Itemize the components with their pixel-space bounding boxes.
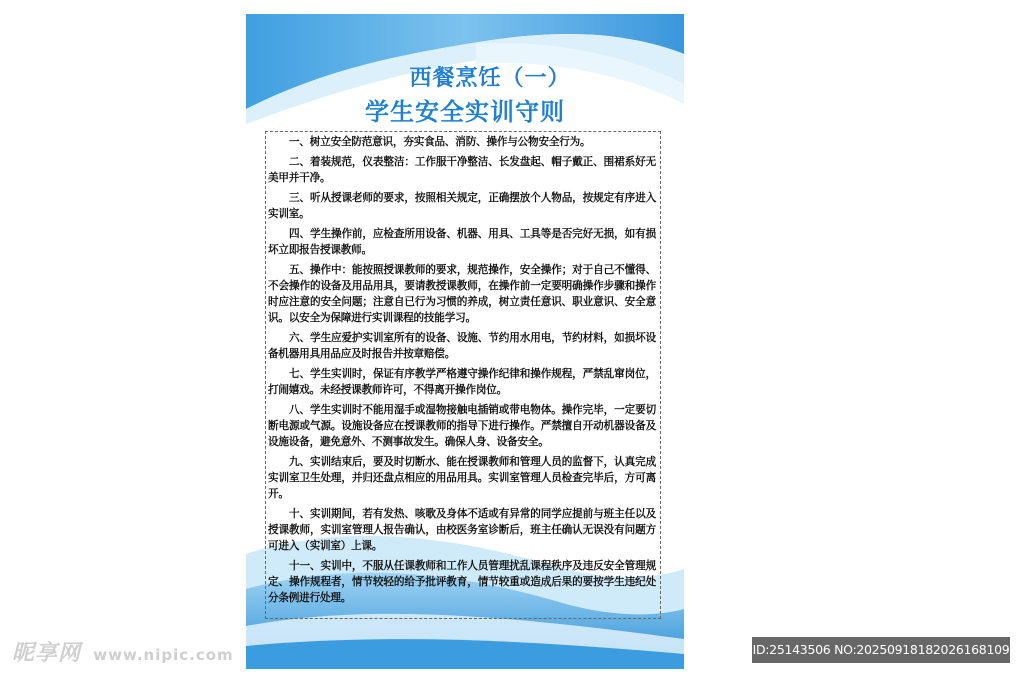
rule-item-11: 十一、实训中，不服从任课教师和工作人员管理扰乱课程秩序及违反安全管理规定、操作规程者，情节较轻的给予批评教育，情节较重或造成后果的要按学生违纪处分条例进行处理。 bbox=[268, 560, 656, 604]
rule-item-1: 一、树立安全防范意识，夯实食品、消防、操作与公物安全行为。 bbox=[289, 136, 591, 148]
rule-item-8: 八、学生实训时不能用湿手或湿物接触电插销或带电物体。操作完毕，一定要切断电源或气源。设施设备应在授课教师的指导下进行操作。严禁擅自开动机器设备及设施设备，避免意外、不测事故发生。确保人身、设备安全。 bbox=[268, 404, 656, 448]
site-logo: 昵享网 bbox=[12, 641, 82, 666]
rule-item-3: 三、听从授课老师的要求，按照相关规定，正确摆放个人物品，按规定有序进入实训室。 bbox=[268, 192, 656, 220]
rule-item-4: 四、学生操作前，应检查所用设备、机器、用具、工具等是否完好无损，如有损坏立即报告授课教师。 bbox=[268, 228, 656, 256]
rule-item-10: 十、实训期间，若有发热、咳歌及身体不适或有异常的同学应提前与班主任以及授课教师，实训室管理人报告确认，由校医务室诊断后，班主任确认无误没有问题方可进入（实训室）上课。 bbox=[268, 508, 656, 552]
image-id-badge: ID:25143506 NO:20250918182026168109 bbox=[752, 637, 1010, 663]
site-watermark bbox=[12, 636, 234, 667]
poster-title-line2: 学生安全实训守则 bbox=[365, 98, 565, 126]
rule-item-6: 六、学生应爱护实训室所有的设备、设施、节约用水用电，节约材料，如损坏设备机器用具用品应及时报告并按章赔偿。 bbox=[268, 332, 656, 360]
rule-item-5: 五、操作中：能按照授课教师的要求，规范操作，安全操作；对于自己不懂得、不会操作的设备及用品用具，要请教授课教师，在操作前一定要明确操作步骤和操作时应注意的安全问题；注意自已行为习惯的养成，树立责任意识、职业意识、安全意识。以安全为保障进行实训课程的技能学习。 bbox=[268, 264, 656, 324]
rules-list bbox=[265, 131, 661, 619]
site-url: www.nipic.com bbox=[93, 646, 234, 664]
rule-item-9: 九、实训结束后，要及时切断水、能在授课教师和管理人员的监督下，认真完成实训室卫生处理，并归还盘点相应的用品用具。实训室管理人员检查完毕后，方可离开。 bbox=[268, 456, 656, 500]
rule-item-2: 二、着装规范，仪表整洁：工作服干净整洁、长发盘起、帽子戴正、围裙系好无美甲并干净。 bbox=[268, 156, 656, 184]
rule-item-7: 七、学生实训时，保证有序教学严格遵守操作纪律和操作规程，严禁乱窜岗位，打闹嬉戏。未经授课教师许可，不得离开操作岗位。 bbox=[268, 368, 656, 396]
safety-rules-poster bbox=[246, 14, 684, 669]
poster-title-line1: 西餐烹饪（一） bbox=[409, 66, 571, 91]
